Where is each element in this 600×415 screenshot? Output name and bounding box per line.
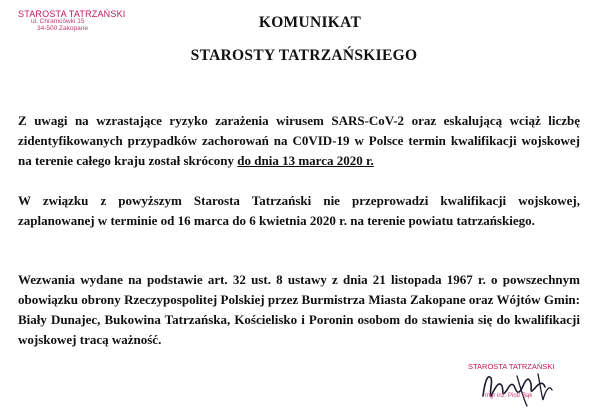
stamp-line-street: ul. Chramcówki 15 (31, 18, 85, 26)
signature-name: mgr inż. Piotr Bąk (485, 393, 533, 399)
signature-block (455, 362, 595, 412)
signature-stamp-title: STAROSTA TATRZAŃSKI (468, 362, 555, 371)
paragraph-1-date-underlined: do dnia 13 marca 2020 r. (237, 153, 374, 168)
handwritten-signature-icon (455, 362, 595, 412)
paragraph-1-text: Z uwagi na wzrastające ryzyko zarażenia wirusem SARS-CoV-2 oraz eskalującą wciąż liczbę zidentyfikowanych przypadków zachorowań na C0VID-19 w Polsce termin kwalifikacji wojskowej na terenie całego kraju został skrócony (18, 113, 580, 168)
heading-starosty: STAROSTY TATRZAŃSKIEGO (190, 47, 418, 64)
paragraph-3: Wezwania wydane na podstawie art. 32 ust. 8 ustawy z dnia 21 listopada 1967 r. o powszechnym obowiązku obrony Rzeczypospolitej Polskiej przez Burmistrza Miasta Zakopane oraz Wójtów Gmin: Biały Dunajec, Bukowina Tatrzańska, Kościelisko i Poronin osobom do stawienia się do kwalifikacji wojskowej tracą ważność. (18, 272, 580, 347)
stamp-line-office: STAROSTA TATRZAŃSKI (18, 9, 126, 19)
heading-komunikat: KOMUNIKAT (258, 14, 362, 31)
paragraph-2: W związku z powyższym Starosta Tatrzański nie przeprowadzi kwalifikacji wojskowej, zaplanowanej w terminie od 16 marca do 6 kwietnia 2020 r. na terenie powiatu tatrzańskiego. (18, 193, 580, 228)
stamp-line-city: 34-500 Zakopane (37, 25, 88, 33)
paragraph-1 (18, 111, 580, 171)
